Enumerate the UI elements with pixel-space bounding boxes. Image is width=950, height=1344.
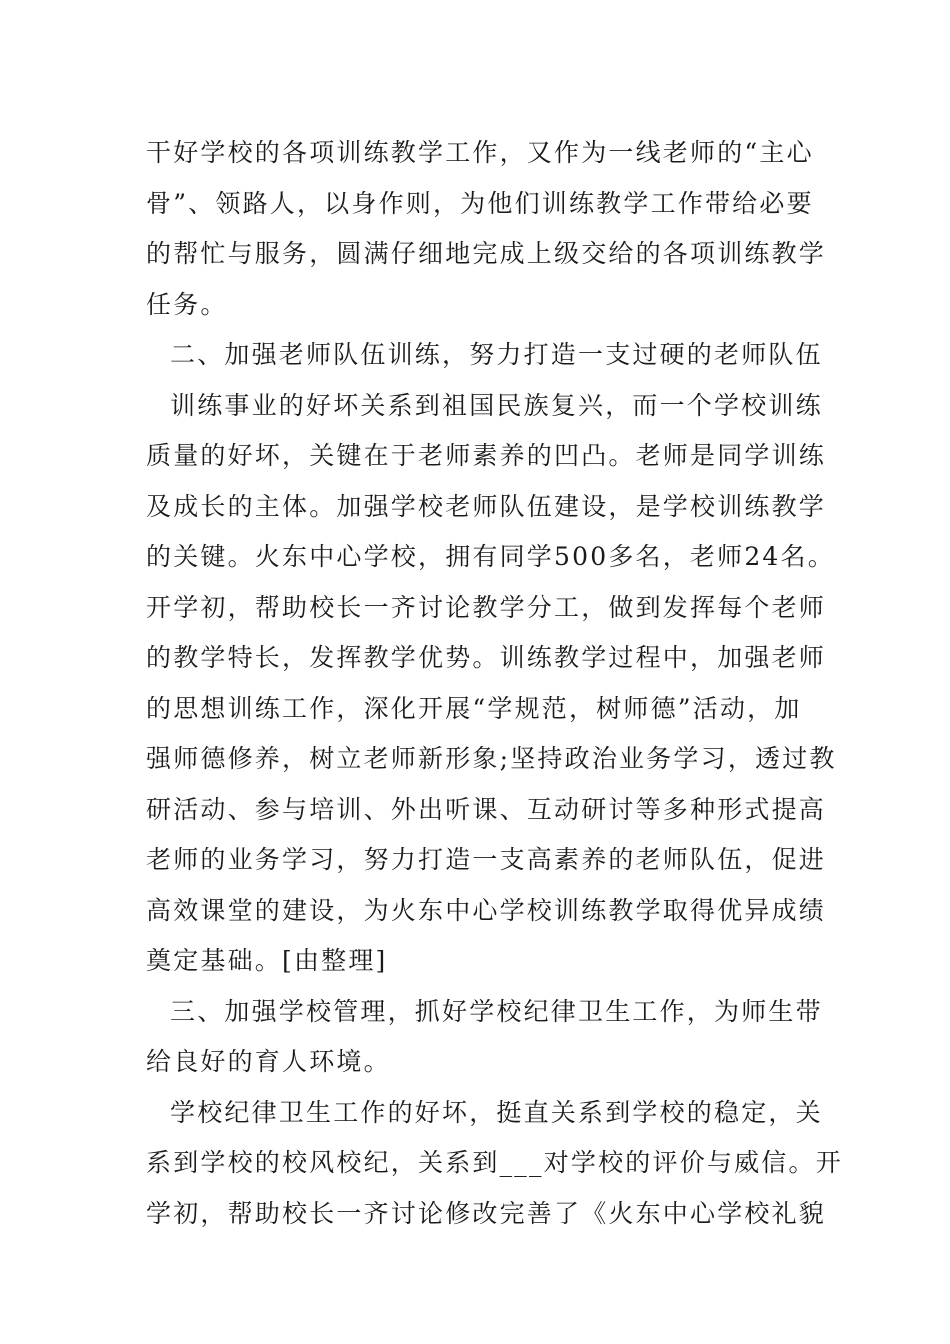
text-line: 训练事业的好坏关系到祖国民族复兴，而一个学校训练: [170, 390, 823, 420]
text-line: 老师的业务学习，努力打造一支高素养的老师队伍，促进: [146, 845, 827, 874]
section-heading: 二、加强老师队伍训练，努力打造一支过硬的老师队伍: [170, 340, 823, 369]
text-line: 的教学特长，发挥教学优势。训练教学过程中，加强老师: [146, 643, 827, 672]
section-heading: 三、加强学校管理，抓好学校纪律卫生工作，为师生带: [170, 996, 823, 1026]
text-line: 开学初，帮助校长一齐讨论教学分工，做到发挥每个老师: [146, 592, 827, 622]
text-line: 学校纪律卫生工作的好坏，挺直关系到学校的稳定，关: [170, 1097, 823, 1127]
text-line: 质量的好坏，关键在于老师素养的凹凸。老师是同学训练: [146, 441, 827, 470]
text-line: 的思想训练工作，深化开展“学规范，树师德”活动，加: [146, 693, 802, 723]
text-line: 高效课堂的建设，为火东中心学校训练教学取得优异成绩: [146, 895, 827, 925]
text-line: 奠定基础。[由整理]: [146, 946, 388, 975]
text-line: 的关键。火东中心学校，拥有同学500多名，老师24名。: [146, 542, 835, 571]
text-line: 给良好的育人环境。: [146, 1047, 391, 1076]
text-line: 学初，帮助校长一齐讨论修改完善了《火东中心学校礼貌: [146, 1198, 827, 1228]
text-line: 任务。: [146, 289, 228, 319]
body-text: [146, 128, 843, 1239]
text-line: 骨”、领路人，以身作则，为他们训练教学工作带给必要: [146, 188, 814, 218]
text-line: 的帮忙与服务，圆满仔细地完成上级交给的各项训练教学: [146, 239, 827, 268]
text-line: 强师德修养，树立老师新形象;坚持政治业务学习，透过教: [146, 744, 837, 773]
text-line: 研活动、参与培训、外出听课、互动研讨等多种形式提高: [146, 794, 827, 824]
text-line: 系到学校的校风校纪，关系到___对学校的评价与威信。开: [146, 1148, 843, 1177]
text-line: 干好学校的各项训练教学工作，又作为一线老师的“主心: [146, 138, 814, 167]
text-line: 及成长的主体。加强学校老师队伍建设，是学校训练教学: [146, 491, 827, 521]
